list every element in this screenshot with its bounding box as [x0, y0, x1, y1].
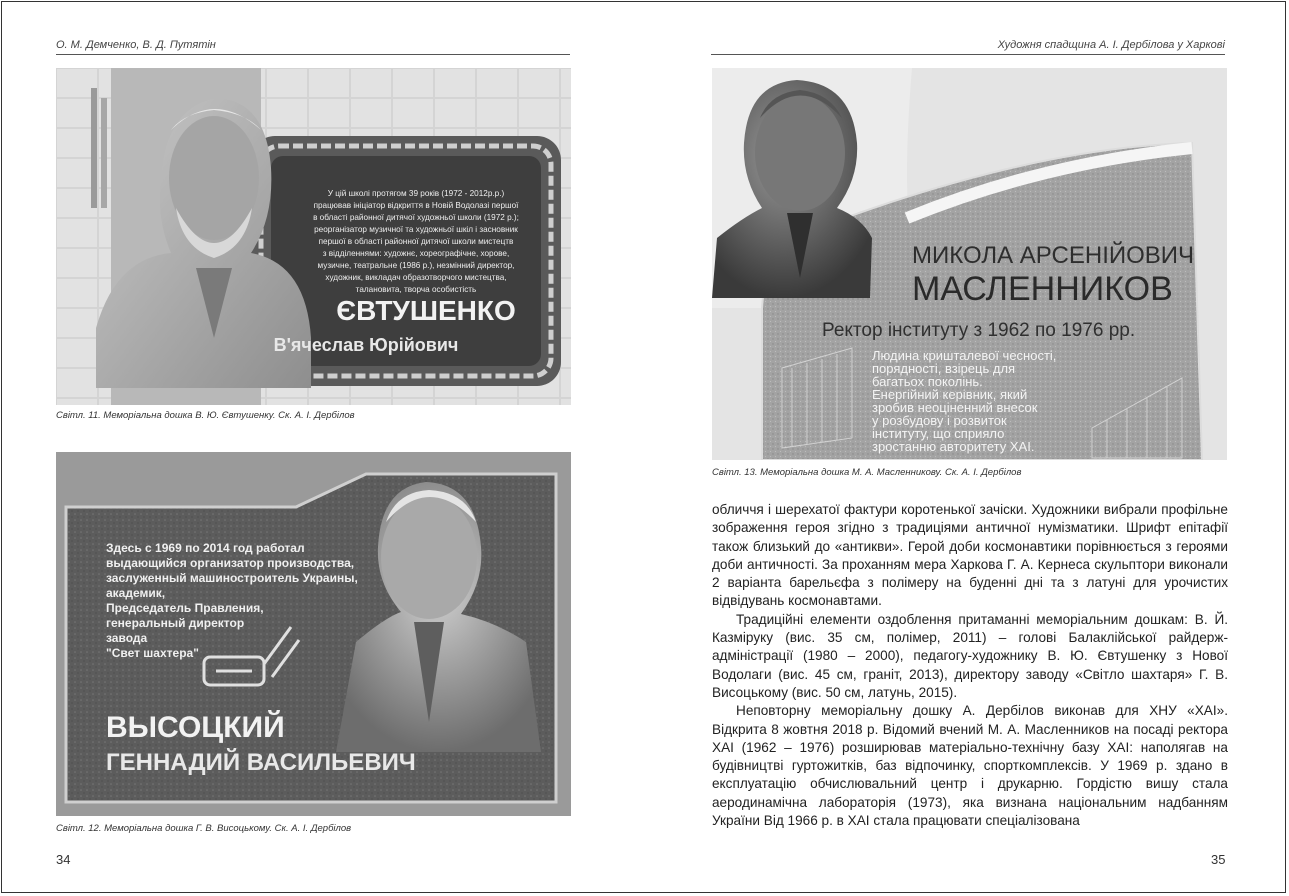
- plaque-13-line-6: у розбудову і розвиток: [872, 413, 1007, 428]
- plaque-12-line-1: Здесь с 1969 по 2014 год работал: [106, 541, 305, 555]
- plaque-13-name: МИКОЛА АРСЕНІЙОВИЧ: [912, 242, 1195, 269]
- photo-evtushenko-plaque: [56, 68, 571, 405]
- page-number-left: 34: [56, 852, 71, 867]
- right-page: [645, 2, 1287, 892]
- left-page: [2, 2, 645, 892]
- running-head-right: Художня спадщина А. І. Дербілова у Харкові: [711, 39, 1225, 55]
- caption-figure-13: Світл. 13. Меморіальна дошка М. А. Масленникову. Ск. А. І. Дербілов: [712, 467, 1022, 478]
- body-text: [712, 501, 1228, 830]
- running-head-left: О. М. Демченко, В. Д. Путятін: [56, 39, 570, 55]
- plaque-13-surname: МАСЛЕННИКОВ: [912, 270, 1173, 308]
- plaque-11-line-5: першої в області районної дитячої школи мистецтв: [318, 237, 514, 246]
- plaque-13-line-7: інституту, що сприяло: [872, 426, 1005, 441]
- plaque-13-line-1: Людина кришталевої чесності,: [872, 348, 1057, 363]
- plaque-12-surname: ВЫСОЦКИЙ: [106, 711, 285, 744]
- plaque-11-line-2: працював ініціатор відкриття в Новій Водолазі першої: [313, 201, 519, 210]
- caption-figure-11: Світл. 11. Меморіальна дошка В. Ю. Євтушенку. Ск. А. І. Дербілов: [56, 410, 355, 421]
- plaque-11-name: В'ячеслав Юрійович: [273, 335, 459, 355]
- plaque-11-line-6: з відділеннями: художнє, хореографічне, хорове,: [322, 249, 510, 258]
- caption-figure-12: Світл. 12. Меморіальна дошка Г. В. Висоцькому. Ск. А. І. Дербілов: [56, 823, 352, 834]
- plaque-11-line-3: в області районної дитячої художньої школи (1972 р.);: [313, 213, 519, 222]
- vysotsky-plaque-image: [56, 452, 571, 816]
- maslennikov-plaque-image: [712, 68, 1227, 460]
- plaque-12-line-6: генеральный директор: [106, 616, 245, 630]
- plaque-12-line-3: заслуженный машиностроитель Украины,: [106, 571, 358, 585]
- plaque-13-line-5: зробив неоціненний внесок: [872, 400, 1038, 415]
- paragraph-1: обличчя і шерехатої фактури коротенької зачіски. Художники вибрали профільне зображення героя згідно з традиціями античної нумізматики. Шрифт епітафії також близький до «антикви». Герой доби космонавтики порівнюється з героями доби античності. За проханням мера Харкова Г. А. Кернеса скульптори виконали 2 варіанта барельєфа з полімеру на буденні дні та з латуні для урочистих відвідувань космонавтами.: [712, 502, 1228, 609]
- paragraph-2: Традиційні елементи оздоблення притаманні меморіальним дошкам: В. Й. Казміруку (вис. 35 см, полімер, 2011) – голові Балаклійської райдерж-адміністрації (1980 – 2000), педагогу-художнику В. Ю. Євтушенку з Нової Водолаги (вис. 45 см, граніт, 2013), директору заводу «Світло шахтаря» Г. В. Висоцькому (вис. 50 см, латунь, 2015).: [712, 611, 1228, 700]
- plaque-12-line-4: академик,: [106, 586, 166, 600]
- plaque-11-surname: ЄВТУШЕНКО: [336, 295, 516, 326]
- plaque-13-line-2: порядності, взірець для: [872, 361, 1016, 376]
- plaque-11-line-1: У цій школі протягом 39 років (1972 - 2012р.р.): [327, 189, 505, 198]
- plaque-12-line-8: "Свет шахтера": [106, 646, 199, 660]
- plaque-12-line-5: Председатель Правления,: [106, 601, 264, 615]
- plaque-11-line-8: художник, викладач образотворчого мистецтва,: [325, 273, 507, 282]
- plaque-13-line-4: Енергійний керівник, який: [872, 387, 1028, 402]
- book-spread: [1, 1, 1286, 893]
- plaque-12-name: ГЕННАДИЙ ВАСИЛЬЕВИЧ: [106, 749, 416, 776]
- paragraph-3: Неповторну меморіальну дошку А. Дербілов виконав для ХНУ «ХАІ». Відкрита 8 жовтня 2018 р. Відомий вчений М. А. Масленников на посаді ректора ХАІ (1962 – 1976) розширював матеріально-технічну базу ХАІ: наполягав на будівництві гуртожитків, баз відпочинку, спорткомплексів. У 1969 р. здано в експлуатацію обчислювальний центр і друкарню. Гордістю вишу стала аеродинамічна лабораторія (1973), яка визнана національним надбанням України Від 1966 р. в ХАІ стала працювати спеціалізована: [712, 703, 1228, 829]
- plaque-11-line-4: реорганізатор музичної та художньої шкіл і засновник: [314, 225, 518, 234]
- plaque-11-line-9: талановита, творча особистість: [355, 285, 477, 294]
- plaque-13-title: Ректор інституту з 1962 по 1976 рр.: [822, 320, 1136, 341]
- photo-maslennikov-plaque: [712, 68, 1227, 460]
- plaque-11-line-7: музичне, театральне (1986 р.), незмінний директор,: [317, 261, 515, 270]
- plaque-13-line-8: зростанню авторитету ХАІ.: [872, 439, 1035, 454]
- photo-vysotsky-plaque: [56, 452, 571, 816]
- plaque-12-line-2: выдающийся организатор производства,: [106, 556, 355, 570]
- page-number-right: 35: [1211, 852, 1226, 867]
- plaque-13-line-3: багатьох поколінь.: [872, 374, 983, 389]
- plaque-12-line-7: завода: [106, 631, 148, 645]
- evtushenko-plaque-image: [56, 68, 571, 405]
